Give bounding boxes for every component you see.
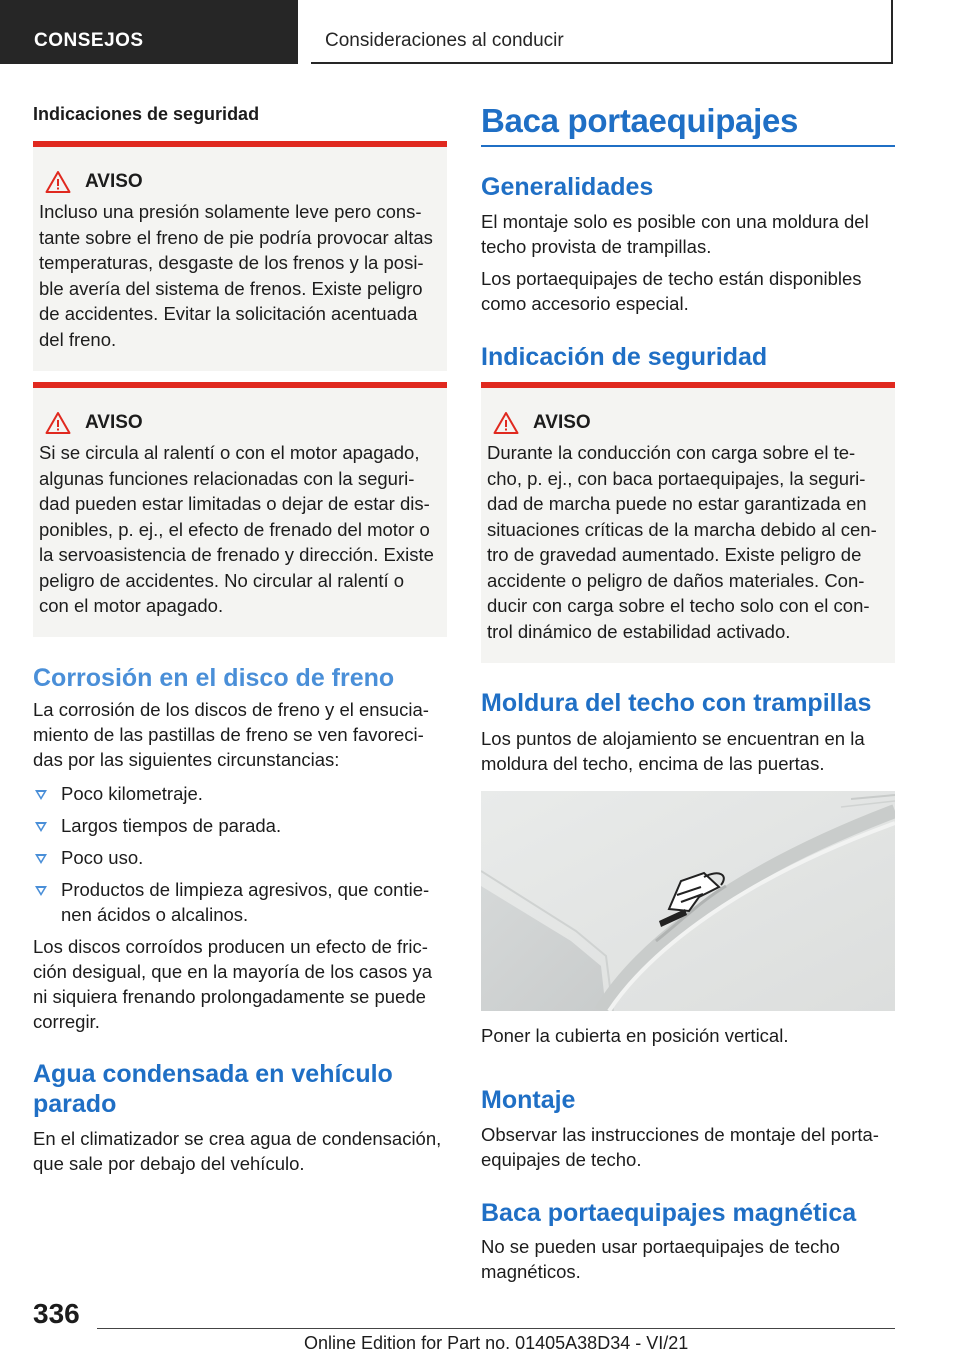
roof-molding-photo bbox=[481, 791, 895, 1011]
general-paragraph-2: Los portaequipajes de techo están disponibles como accesorio especial. bbox=[481, 268, 862, 314]
molding-heading: Moldura del techo con trampillas bbox=[481, 689, 872, 717]
list-item bbox=[33, 813, 447, 838]
list-item bbox=[33, 845, 447, 870]
photo-caption: Poner la cubierta en posición vertical. bbox=[481, 1025, 789, 1046]
corrosion-heading: Corrosión en el disco de freno bbox=[33, 664, 395, 692]
footer-edition: Online Edition for Part no. 01405A38D34 - VI/21 bbox=[304, 1333, 689, 1353]
title-underline bbox=[481, 145, 895, 147]
warning-triangle-icon bbox=[45, 411, 71, 435]
roof-molding-illustration bbox=[481, 791, 895, 1011]
warning-box-roof-load bbox=[481, 382, 895, 663]
bullet-triangle-icon bbox=[35, 822, 47, 832]
list-item-text: Poco kilometraje. bbox=[61, 783, 203, 804]
page-number: 336 bbox=[33, 1298, 80, 1329]
warning-text: Si se circula al ralentí o con el motor apagado, algunas funciones relacionadas con la seguri-dad pueden estar limitadas o dejar de estar dis-ponibles, p. ej., el efecto de frenado del motor o la servoasistencia de frenado y dirección. Existe peligro de accidentes. No circular al ralentí o con el motor apagado. bbox=[39, 442, 434, 616]
warning-title bbox=[487, 410, 887, 436]
warning-box-brake bbox=[33, 141, 447, 371]
condensation-text: En el climatizador se crea agua de condensación, que sale por debajo del vehículo. bbox=[33, 1128, 442, 1174]
bullet-triangle-icon bbox=[35, 886, 47, 896]
list-item bbox=[33, 877, 447, 927]
corrosion-intro: La corrosión de los discos de freno y el ensucia-miento de las pastillas de freno se ven favoreci-das por las siguientes circunstancias: bbox=[33, 699, 429, 770]
chapter-header bbox=[311, 0, 893, 64]
warning-title bbox=[39, 410, 439, 436]
warning-triangle-icon bbox=[45, 170, 71, 194]
section-label: CONSEJOS bbox=[34, 30, 144, 51]
warning-triangle-icon bbox=[493, 411, 519, 435]
bullet-triangle-icon bbox=[35, 854, 47, 864]
warning-title bbox=[39, 169, 439, 195]
magnetic-heading: Baca portaequipajes magnética bbox=[481, 1199, 857, 1227]
list-item-text: Poco uso. bbox=[61, 847, 144, 868]
section-tab bbox=[0, 0, 298, 64]
safety-heading: Indicaciones de seguridad bbox=[33, 104, 260, 124]
warning-text: Incluso una presión solamente leve pero cons-tante sobre el freno de pie podría provocar altas temperaturas, desgaste de los frenos y la posi-ble avería del sistema de frenos. Existe peligro de accidentes. Evitar la solicitación acentuada del freno. bbox=[39, 201, 433, 350]
magnetic-text: No se pueden usar portaequipajes de techo magnéticos. bbox=[481, 1236, 840, 1282]
warning-text: Durante la conducción con carga sobre el te-cho, p. ej., con baca portaequipajes, la seguri-dad de marcha puede no estar garantizada en situaciones críticas de la marcha debido al cen-tro de gravedad aumentado. Existe peligro de accidente o peligro de daños materiales. Con-ducir con carga sobre el techo solo con el con-trol dinámico de estabilidad activado. bbox=[487, 442, 877, 642]
chapter-label: Consideraciones al conducir bbox=[325, 30, 564, 51]
molding-text: Los puntos de alojamiento se encuentran en la moldura del techo, encima de las puertas. bbox=[481, 728, 865, 774]
mounting-heading: Montaje bbox=[481, 1086, 576, 1114]
condensation-heading: Agua condensada en vehículo parado bbox=[33, 1060, 393, 1118]
mounting-text: Observar las instrucciones de montaje del porta-equipajes de techo. bbox=[481, 1124, 879, 1170]
bullet-triangle-icon bbox=[35, 790, 47, 800]
warning-title-text: AVISO bbox=[533, 412, 591, 433]
general-heading: Generalidades bbox=[481, 173, 654, 201]
footer-divider bbox=[97, 1328, 895, 1329]
warning-title-text: AVISO bbox=[85, 412, 143, 433]
list-item-text: Largos tiempos de parada. bbox=[61, 815, 282, 836]
page-title: Baca portaequipajes bbox=[481, 102, 799, 139]
general-paragraph-1: El montaje solo es posible con una moldura del techo provista de trampillas. bbox=[481, 211, 869, 257]
safety-note-heading: Indicación de seguridad bbox=[481, 343, 768, 371]
corrosion-outro: Los discos corroídos producen un efecto de fric-ción desigual, que en la mayoría de los casos ya ni siquiera frenando prolongadamente se puede corregir. bbox=[33, 936, 433, 1032]
corrosion-list bbox=[33, 781, 447, 934]
list-item bbox=[33, 781, 447, 806]
warning-box-idle bbox=[33, 382, 447, 637]
warning-title-text: AVISO bbox=[85, 171, 143, 192]
list-item-text: Productos de limpieza agresivos, que contie-nen ácidos o alcalinos. bbox=[61, 879, 430, 925]
